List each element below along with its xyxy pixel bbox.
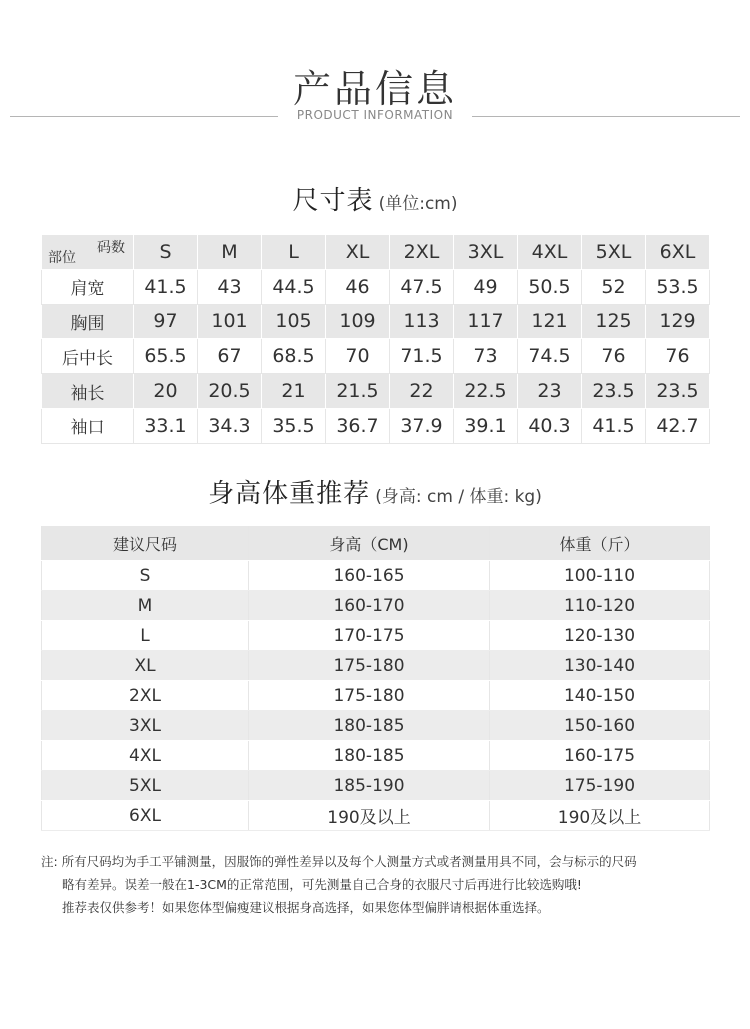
size-value-cell: 50.5 <box>518 269 582 304</box>
corner-size-label: 码数 <box>97 240 125 256</box>
recommend-cell: 190及以上 <box>249 801 490 831</box>
recommend-cell: S <box>42 561 249 591</box>
recommend-unit: (身高: cm / 体重: kg) <box>375 487 542 507</box>
recommend-heading <box>0 473 750 510</box>
size-value-cell: 105 <box>262 304 326 339</box>
size-row-label: 袖口 <box>42 408 134 443</box>
product-info-header <box>0 58 750 128</box>
recommend-title: 身高体重推荐 <box>208 479 371 509</box>
size-value-cell: 34.3 <box>198 408 262 443</box>
size-value-cell: 129 <box>646 304 710 339</box>
size-value-cell: 68.5 <box>262 339 326 374</box>
recommend-cell: 100-110 <box>490 561 710 591</box>
corner-cell <box>42 235 134 270</box>
size-row-label: 肩宽 <box>42 269 134 304</box>
size-row <box>42 408 710 443</box>
recommend-cell: 170-175 <box>249 621 490 651</box>
size-value-cell: 35.5 <box>262 408 326 443</box>
size-value-cell: 43 <box>198 269 262 304</box>
size-value-cell: 23.5 <box>582 374 646 409</box>
size-row <box>42 269 710 304</box>
size-row-label: 袖长 <box>42 374 134 409</box>
size-value-cell: 49 <box>454 269 518 304</box>
size-value-cell: 46 <box>326 269 390 304</box>
recommend-cell: 130-140 <box>490 651 710 681</box>
size-value-cell: 74.5 <box>518 339 582 374</box>
recommend-row <box>42 771 710 801</box>
size-value-cell: 20.5 <box>198 374 262 409</box>
size-value-cell: 65.5 <box>134 339 198 374</box>
size-value-cell: 22 <box>390 374 454 409</box>
size-value-cell: 73 <box>454 339 518 374</box>
recommend-cell: 175-180 <box>249 651 490 681</box>
size-value-cell: 109 <box>326 304 390 339</box>
size-value-cell: 21.5 <box>326 374 390 409</box>
recommend-header-cell: 身高（CM) <box>249 526 490 561</box>
recommend-cell: 160-165 <box>249 561 490 591</box>
size-value-cell: 53.5 <box>646 269 710 304</box>
size-value-cell: 97 <box>134 304 198 339</box>
note-line: 注: 所有尺码均为手工平铺测量，因服饰的弹性差异以及每个人测量方式或者测量用具不同，会与标示的尺码 <box>41 854 637 869</box>
size-header-cell: 6XL <box>646 235 710 270</box>
recommend-cell: 160-175 <box>490 741 710 771</box>
recommend-cell: 180-185 <box>249 711 490 741</box>
size-header-cell: L <box>262 235 326 270</box>
recommend-cell: 110-120 <box>490 591 710 621</box>
size-value-cell: 39.1 <box>454 408 518 443</box>
divider-right <box>472 116 740 117</box>
recommend-cell: 175-190 <box>490 771 710 801</box>
size-value-cell: 41.5 <box>134 269 198 304</box>
size-header-cell: XL <box>326 235 390 270</box>
size-value-cell: 33.1 <box>134 408 198 443</box>
size-value-cell: 42.7 <box>646 408 710 443</box>
size-value-cell: 20 <box>134 374 198 409</box>
recommend-header-cell: 体重（斤） <box>490 526 710 561</box>
recommend-cell: 5XL <box>42 771 249 801</box>
recommend-row <box>42 711 710 741</box>
recommend-cell: 150-160 <box>490 711 710 741</box>
size-chart-unit: (单位:cm) <box>378 194 458 214</box>
size-value-cell: 40.3 <box>518 408 582 443</box>
size-header-cell: 5XL <box>582 235 646 270</box>
size-row <box>42 374 710 409</box>
recommend-row <box>42 621 710 651</box>
recommend-cell: M <box>42 591 249 621</box>
size-value-cell: 36.7 <box>326 408 390 443</box>
recommend-row <box>42 741 710 771</box>
recommend-table <box>41 526 710 831</box>
recommend-row <box>42 801 710 831</box>
size-value-cell: 121 <box>518 304 582 339</box>
size-row-label: 后中长 <box>42 339 134 374</box>
recommend-row <box>42 591 710 621</box>
recommend-row <box>42 681 710 711</box>
recommend-cell: 140-150 <box>490 681 710 711</box>
page-subtitle: PRODUCT INFORMATION <box>296 108 454 122</box>
page-title: 产品信息 <box>292 67 457 111</box>
recommend-cell: 185-190 <box>249 771 490 801</box>
size-value-cell: 71.5 <box>390 339 454 374</box>
recommend-cell: 2XL <box>42 681 249 711</box>
recommend-cell: 6XL <box>42 801 249 831</box>
size-header-cell: 3XL <box>454 235 518 270</box>
size-row <box>42 339 710 374</box>
size-chart-table <box>41 234 710 444</box>
recommend-cell: L <box>42 621 249 651</box>
size-value-cell: 125 <box>582 304 646 339</box>
recommend-cell: 4XL <box>42 741 249 771</box>
notes <box>41 850 731 919</box>
size-value-cell: 113 <box>390 304 454 339</box>
size-header-cell: M <box>198 235 262 270</box>
size-value-cell: 23.5 <box>646 374 710 409</box>
size-value-cell: 70 <box>326 339 390 374</box>
size-value-cell: 41.5 <box>582 408 646 443</box>
size-chart-title: 尺寸表 <box>292 186 374 216</box>
size-value-cell: 101 <box>198 304 262 339</box>
recommend-cell: 3XL <box>42 711 249 741</box>
recommend-row <box>42 561 710 591</box>
size-header-cell: 2XL <box>390 235 454 270</box>
recommend-cell: 160-170 <box>249 591 490 621</box>
recommend-cell: XL <box>42 651 249 681</box>
recommend-cell: 180-185 <box>249 741 490 771</box>
recommend-cell: 190及以上 <box>490 801 710 831</box>
size-row <box>42 304 710 339</box>
recommend-header-cell: 建议尺码 <box>42 526 249 561</box>
size-value-cell: 76 <box>646 339 710 374</box>
size-value-cell: 52 <box>582 269 646 304</box>
size-value-cell: 76 <box>582 339 646 374</box>
size-value-cell: 67 <box>198 339 262 374</box>
size-value-cell: 47.5 <box>390 269 454 304</box>
recommend-cell: 175-180 <box>249 681 490 711</box>
corner-part-label: 部位 <box>48 249 76 266</box>
size-header-cell: S <box>134 235 198 270</box>
note-line: 略有差异。误差一般在1-3CM的正常范围，可先测量自己合身的衣服尺寸后再进行比较选购哦! <box>62 877 582 892</box>
size-value-cell: 44.5 <box>262 269 326 304</box>
size-header-row <box>42 235 710 270</box>
size-header-cell: 4XL <box>518 235 582 270</box>
size-value-cell: 21 <box>262 374 326 409</box>
note-line: 推荐表仅供参考！如果您体型偏瘦建议根据身高选择，如果您体型偏胖请根据体重选择。 <box>62 900 550 915</box>
size-chart-heading <box>0 180 750 217</box>
size-row-label: 胸围 <box>42 304 134 339</box>
size-value-cell: 22.5 <box>454 374 518 409</box>
recommend-header-row <box>42 526 710 561</box>
size-value-cell: 117 <box>454 304 518 339</box>
size-value-cell: 23 <box>518 374 582 409</box>
size-value-cell: 37.9 <box>390 408 454 443</box>
recommend-row <box>42 651 710 681</box>
recommend-cell: 120-130 <box>490 621 710 651</box>
